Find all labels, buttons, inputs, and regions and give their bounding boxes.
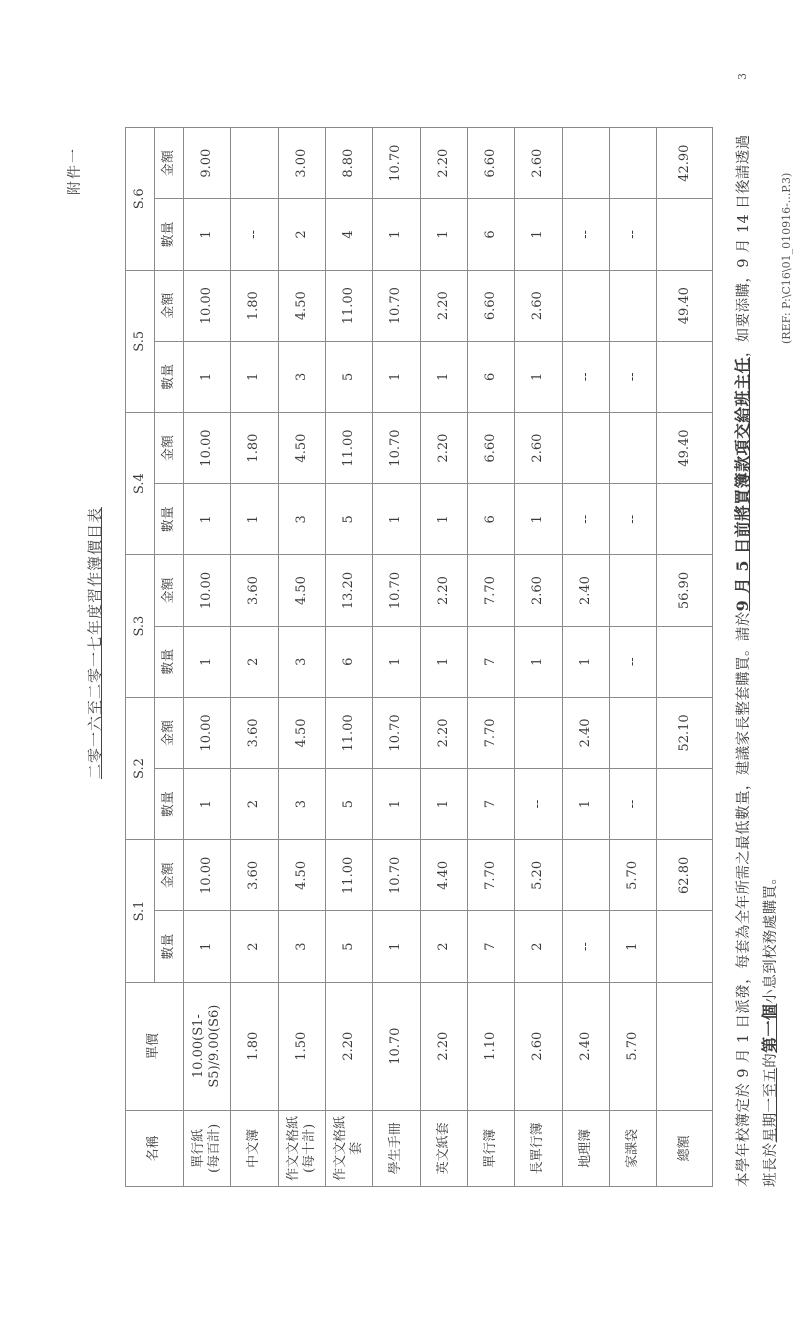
amount-cell: 8.80: [326, 128, 373, 199]
total-amount: 49.40: [657, 412, 713, 483]
unit-price: 10.70: [373, 982, 420, 1110]
header-amount: 金額: [155, 128, 184, 199]
qty-cell: 4: [326, 199, 373, 270]
note-deadline: 9 月 5 日前將買簿款項交給班主任: [733, 357, 752, 612]
qty-cell: 6: [468, 199, 515, 270]
amount-cell: [610, 270, 657, 341]
unit-price: 10.00(S1-S5)/9.00(S6): [184, 982, 231, 1110]
amount-cell: 2.40: [562, 555, 609, 626]
item-name: 家課袋: [610, 1110, 657, 1186]
amount-cell: 10.70: [373, 555, 420, 626]
qty-cell: 1: [420, 341, 467, 412]
amount-cell: [610, 697, 657, 768]
amount-cell: 4.50: [278, 840, 325, 911]
header-qty: 數量: [155, 484, 184, 555]
qty-cell: 1: [515, 484, 562, 555]
header-qty: 數量: [155, 341, 184, 412]
amount-cell: 1.80: [231, 270, 278, 341]
header-class: S.6: [126, 128, 155, 271]
note-text-2: ，如要添購，9 月 14 日後請透過班長於: [736, 134, 779, 1187]
total-row: [657, 128, 713, 1187]
qty-cell: 2: [231, 769, 278, 840]
amount-cell: 1.80: [231, 412, 278, 483]
qty-cell: 2: [231, 911, 278, 982]
amount-cell: 7.70: [468, 555, 515, 626]
qty-cell: 1: [231, 341, 278, 412]
unit-price: 2.60: [515, 982, 562, 1110]
qty-cell: 1: [515, 341, 562, 412]
qty-cell: 3: [278, 769, 325, 840]
total-label: 總額: [657, 1110, 713, 1186]
amount-cell: 10.00: [184, 412, 231, 483]
header-name: 名稱: [126, 1110, 184, 1186]
total-amount: 62.80: [657, 840, 713, 911]
note-text-4: 小息到校務處購買。: [763, 869, 779, 1004]
header-class: S.4: [126, 412, 155, 554]
qty-cell: 5: [326, 769, 373, 840]
qty-cell: 2: [231, 626, 278, 697]
empty-cell: [657, 911, 713, 982]
amount-cell: 2.60: [515, 128, 562, 199]
qty-cell: 1: [515, 626, 562, 697]
amount-cell: 3.60: [231, 840, 278, 911]
amount-cell: 2.20: [420, 412, 467, 483]
qty-cell: 1: [420, 484, 467, 555]
qty-cell: --: [562, 199, 609, 270]
amount-cell: 10.70: [373, 697, 420, 768]
amount-cell: 11.00: [326, 840, 373, 911]
qty-cell: 1: [373, 911, 420, 982]
amount-cell: 2.40: [562, 697, 609, 768]
qty-cell: 1: [373, 341, 420, 412]
qty-cell: 6: [326, 626, 373, 697]
purchase-note: [730, 127, 784, 1187]
qty-cell: 2: [278, 199, 325, 270]
item-name: 作文文格紙 (每十計): [278, 1110, 325, 1186]
item-name: 地理簿: [562, 1110, 609, 1186]
amount-cell: 7.70: [468, 840, 515, 911]
amount-cell: [562, 840, 609, 911]
qty-cell: 7: [468, 769, 515, 840]
reference-code: (REF: P:\C16\01_010916-...P.3): [780, 172, 793, 344]
unit-price: 1.10: [468, 982, 515, 1110]
qty-cell: 1: [420, 769, 467, 840]
item-name: 長單行簿: [515, 1110, 562, 1186]
amount-cell: 6.60: [468, 412, 515, 483]
amount-cell: 5.20: [515, 840, 562, 911]
header-price: 單價: [126, 982, 184, 1110]
amount-cell: 6.60: [468, 270, 515, 341]
qty-cell: 1: [420, 199, 467, 270]
amount-cell: 10.00: [184, 270, 231, 341]
header-class: S.1: [126, 840, 155, 982]
total-amount: 42.90: [657, 128, 713, 199]
total-amount: 56.90: [657, 555, 713, 626]
document-title: 二零一六至二零一七年度習作簿價目表: [86, 507, 104, 780]
amount-cell: 7.70: [468, 697, 515, 768]
amount-cell: 2.20: [420, 555, 467, 626]
header-qty: 數量: [155, 199, 184, 270]
empty-cell: [657, 982, 713, 1110]
qty-cell: 1: [373, 769, 420, 840]
qty-cell: 1: [184, 199, 231, 270]
qty-cell: --: [610, 769, 657, 840]
header-amount: 金額: [155, 555, 184, 626]
qty-cell: 1: [184, 911, 231, 982]
qty-cell: 6: [468, 341, 515, 412]
qty-cell: 6: [468, 484, 515, 555]
note-first-recess: 第一個: [760, 1003, 779, 1053]
amount-cell: 6.60: [468, 128, 515, 199]
item-name: 學生手冊: [373, 1110, 420, 1186]
table-body: [184, 128, 713, 1187]
amount-cell: 4.50: [278, 697, 325, 768]
amount-cell: 11.00: [326, 697, 373, 768]
table-row: [468, 128, 515, 1187]
amount-cell: 3.60: [231, 555, 278, 626]
table-row: [278, 128, 325, 1187]
item-name: 單行紙 (每百計): [184, 1110, 231, 1186]
amount-cell: 10.70: [373, 840, 420, 911]
item-name: 作文文格紙套: [326, 1110, 373, 1186]
amount-cell: [515, 697, 562, 768]
empty-cell: [657, 199, 713, 270]
empty-cell: [657, 626, 713, 697]
amount-cell: [610, 128, 657, 199]
header-amount: 金額: [155, 697, 184, 768]
table-row: [562, 128, 609, 1187]
unit-price: 2.20: [420, 982, 467, 1110]
empty-cell: [657, 341, 713, 412]
qty-cell: --: [515, 769, 562, 840]
unit-price: 2.20: [326, 982, 373, 1110]
price-list-table: [125, 127, 713, 1187]
total-amount: 52.10: [657, 697, 713, 768]
qty-cell: 2: [515, 911, 562, 982]
amount-cell: 10.70: [373, 128, 420, 199]
qty-cell: 5: [326, 911, 373, 982]
amount-cell: 2.20: [420, 128, 467, 199]
qty-cell: --: [610, 626, 657, 697]
amount-cell: 4.40: [420, 840, 467, 911]
header-row-classes: [126, 128, 155, 1187]
amount-cell: 4.50: [278, 412, 325, 483]
qty-cell: 5: [326, 341, 373, 412]
note-text-1: 本學年校簿定於 9 月 1 日派發，每套為全年所需之最低數量，建議家長整套購買。請於: [736, 611, 752, 1187]
qty-cell: 2: [420, 911, 467, 982]
qty-cell: 5: [326, 484, 373, 555]
qty-cell: 7: [468, 911, 515, 982]
amount-cell: 11.00: [326, 412, 373, 483]
attachment-label: 附件一: [67, 147, 83, 195]
qty-cell: 1: [420, 626, 467, 697]
qty-cell: 1: [562, 626, 609, 697]
amount-cell: 2.60: [515, 412, 562, 483]
amount-cell: 2.60: [515, 555, 562, 626]
qty-cell: --: [610, 484, 657, 555]
qty-cell: 1: [610, 911, 657, 982]
amount-cell: 2.60: [515, 270, 562, 341]
amount-cell: [610, 555, 657, 626]
qty-cell: 3: [278, 341, 325, 412]
amount-cell: [562, 128, 609, 199]
qty-cell: --: [610, 341, 657, 412]
amount-cell: [562, 270, 609, 341]
qty-cell: 1: [373, 626, 420, 697]
qty-cell: 1: [184, 341, 231, 412]
table-row: [420, 128, 467, 1187]
qty-cell: 1: [184, 484, 231, 555]
amount-cell: 10.70: [373, 412, 420, 483]
qty-cell: --: [562, 911, 609, 982]
unit-price: 1.80: [231, 982, 278, 1110]
header-qty: 數量: [155, 911, 184, 982]
amount-cell: 10.00: [184, 555, 231, 626]
note-text-3: 的: [763, 1052, 779, 1068]
amount-cell: 10.00: [184, 697, 231, 768]
qty-cell: 1: [184, 626, 231, 697]
qty-cell: 1: [373, 484, 420, 555]
unit-price: 1.50: [278, 982, 325, 1110]
amount-cell: 3.60: [231, 697, 278, 768]
note-weekdays: 星期一至五: [763, 1067, 779, 1143]
qty-cell: 1: [231, 484, 278, 555]
amount-cell: 5.70: [610, 840, 657, 911]
header-qty: 數量: [155, 626, 184, 697]
item-name: 單行簿: [468, 1110, 515, 1186]
table-row: [515, 128, 562, 1187]
total-amount: 49.40: [657, 270, 713, 341]
qty-cell: 3: [278, 626, 325, 697]
qty-cell: 3: [278, 911, 325, 982]
amount-cell: 9.00: [184, 128, 231, 199]
header-amount: 金額: [155, 270, 184, 341]
qty-cell: 1: [184, 769, 231, 840]
amount-cell: 11.00: [326, 270, 373, 341]
header-class: S.2: [126, 697, 155, 839]
table-row: [184, 128, 231, 1187]
amount-cell: 13.20: [326, 555, 373, 626]
empty-cell: [657, 484, 713, 555]
header-class: S.3: [126, 555, 155, 697]
qty-cell: --: [562, 484, 609, 555]
amount-cell: 4.50: [278, 555, 325, 626]
table-row: [231, 128, 278, 1187]
page-number: 3: [736, 73, 749, 80]
table-row: [326, 128, 373, 1187]
qty-cell: 3: [278, 484, 325, 555]
unit-price: 2.40: [562, 982, 609, 1110]
amount-cell: 2.20: [420, 270, 467, 341]
qty-cell: 7: [468, 626, 515, 697]
amount-cell: 10.70: [373, 270, 420, 341]
empty-cell: [657, 769, 713, 840]
qty-cell: 1: [373, 199, 420, 270]
amount-cell: 4.50: [278, 270, 325, 341]
header-amount: 金額: [155, 840, 184, 911]
amount-cell: [610, 412, 657, 483]
header-amount: 金額: [155, 412, 184, 483]
amount-cell: [562, 412, 609, 483]
amount-cell: 3.00: [278, 128, 325, 199]
table-row: [610, 128, 657, 1187]
qty-cell: --: [231, 199, 278, 270]
table-row: [373, 128, 420, 1187]
amount-cell: 2.20: [420, 697, 467, 768]
item-name: 英文紙套: [420, 1110, 467, 1186]
amount-cell: [231, 128, 278, 199]
header-qty: 數量: [155, 769, 184, 840]
unit-price: 5.70: [610, 982, 657, 1110]
qty-cell: --: [610, 199, 657, 270]
item-name: 中文簿: [231, 1110, 278, 1186]
qty-cell: 1: [515, 199, 562, 270]
qty-cell: 1: [562, 769, 609, 840]
qty-cell: --: [562, 341, 609, 412]
amount-cell: 10.00: [184, 840, 231, 911]
header-class: S.5: [126, 270, 155, 412]
